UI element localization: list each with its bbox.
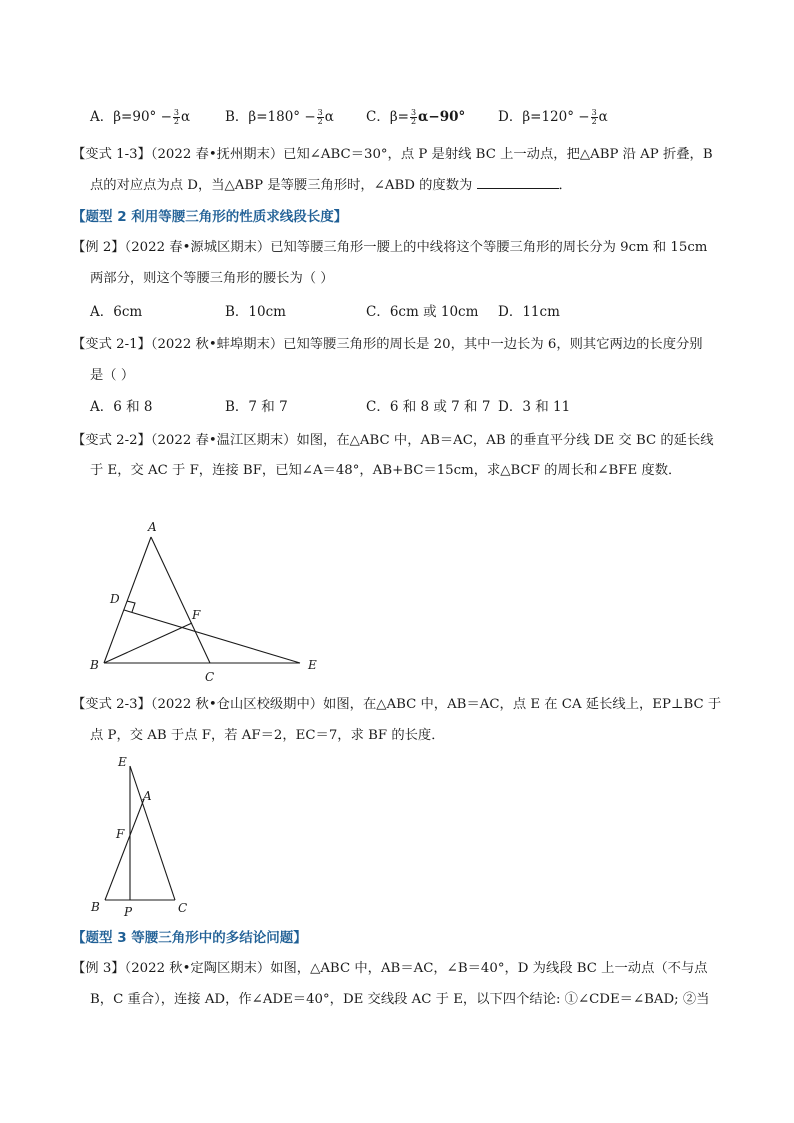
example-2-option-c: C．6cm 或 10cm bbox=[366, 304, 479, 320]
fraction: $\frac{3}{2}$ bbox=[317, 108, 323, 126]
segment-ba bbox=[105, 799, 144, 900]
variant-2-1-option-a: A．6 和 8 bbox=[90, 399, 153, 415]
example-2-line2: 两部分，则这个等腰三角形的腰长为（ ） bbox=[90, 271, 334, 286]
option-c: C．β= $\frac{3}{2}$ α−90° bbox=[366, 108, 466, 126]
segment-ce bbox=[130, 766, 175, 900]
example-3-line2: B，C 重合），连接 AD，作∠ADE＝40°，DE 交线段 AC 于 E，以下四个结论: ①∠CDE＝∠BAD; ②当 bbox=[90, 992, 710, 1007]
example-3-line1: 【例 3】（2022 秋•定陶区期末）如图，△ABC 中，AB＝AC，∠B＝40°，D 为线段 BC 上一动点（不与点 bbox=[72, 961, 708, 976]
variant-2-1-option-b: B．7 和 7 bbox=[225, 399, 288, 415]
example-2-option-d: D．11cm bbox=[498, 304, 560, 320]
label-c: C bbox=[178, 901, 188, 915]
figure-isosceles-triangle-ep bbox=[84, 752, 204, 920]
label-p: P bbox=[124, 905, 133, 919]
variant-2-3-line1: 【变式 2-3】（2022 秋•仓山区校级期中）如图，在△ABC 中，AB＝AC，点 E 在 CA 延长线上，EP⊥BC 于 bbox=[72, 697, 722, 712]
fraction: $\frac{3}{2}$ bbox=[173, 108, 179, 126]
answer-blank bbox=[477, 174, 559, 189]
fraction: $\frac{3}{2}$ bbox=[591, 108, 597, 126]
variant-2-1-option-c: C．6 和 8 或 7 和 7 bbox=[366, 399, 491, 415]
label-f: F bbox=[116, 827, 125, 841]
segment-de bbox=[124, 610, 300, 663]
example-2-option-a: A．6cm bbox=[90, 304, 143, 320]
figure-triangle-abc-perpendicular-bisector bbox=[80, 515, 340, 685]
segment-ac bbox=[151, 537, 210, 663]
label-b: B bbox=[90, 658, 99, 672]
variant-1-3-line2: 点的对应点为点 D，当△ABP 是等腰三角形时，∠ABD 的度数为 ． bbox=[90, 174, 572, 195]
label-b: B bbox=[91, 900, 100, 914]
variant-2-1-line2: 是（ ） bbox=[90, 368, 135, 383]
fraction: $\frac{3}{2}$ bbox=[410, 108, 417, 126]
label-e: E bbox=[118, 755, 127, 769]
label-e: E bbox=[308, 658, 317, 672]
variant-2-2-line2: 于 E，交 AC 于 F，连接 BF，已知∠A＝48°，AB+BC＝15cm，求△BCF 的周长和∠BFE 度数． bbox=[90, 463, 682, 478]
option-d: D．β=120° − $\frac{3}{2}$ α bbox=[498, 108, 608, 126]
section-heading-type-3: 【题型 3 等腰三角形中的多结论问题】 bbox=[72, 930, 307, 946]
example-2-line1: 【例 2】（2022 春•源城区期末）已知等腰三角形一腰上的中线将这个等腰三角形的周长分为 9cm 和 15cm bbox=[72, 240, 708, 255]
label-a: A bbox=[148, 520, 157, 534]
label-d: D bbox=[110, 592, 120, 606]
label-a: A bbox=[143, 789, 152, 803]
section-heading-type-2: 【题型 2 利用等腰三角形的性质求线段长度】 bbox=[72, 209, 348, 225]
option-a: A．β=90° − $\frac{3}{2}$ α bbox=[90, 108, 191, 126]
label-f: F bbox=[192, 608, 201, 622]
variant-1-3-line1: 【变式 1-3】（2022 春•抚州期末）已知∠ABC＝30°，点 P 是射线 BC 上一动点，把△ABP 沿 AP 折叠，B bbox=[72, 147, 713, 162]
example-2-option-b: B．10cm bbox=[225, 304, 286, 320]
variant-2-1-option-d: D．3 和 11 bbox=[498, 399, 571, 415]
label-c: C bbox=[205, 670, 215, 684]
variant-2-3-line2: 点 P，交 AB 于点 F，若 AF＝2，EC＝7，求 BF 的长度． bbox=[90, 728, 445, 743]
right-angle-mark bbox=[127, 601, 135, 612]
option-b: B．β=180° − $\frac{3}{2}$ α bbox=[225, 108, 334, 126]
variant-2-2-line1: 【变式 2-2】（2022 春•温江区期末）如图，在△ABC 中，AB＝AC，AB 的垂直平分线 DE 交 BC 的延长线 bbox=[72, 433, 714, 448]
variant-2-1-line1: 【变式 2-1】（2022 秋•蚌埠期末）已知等腰三角形的周长是 20，其中一边长为 6，则其它两边的长度分别 bbox=[72, 337, 703, 352]
